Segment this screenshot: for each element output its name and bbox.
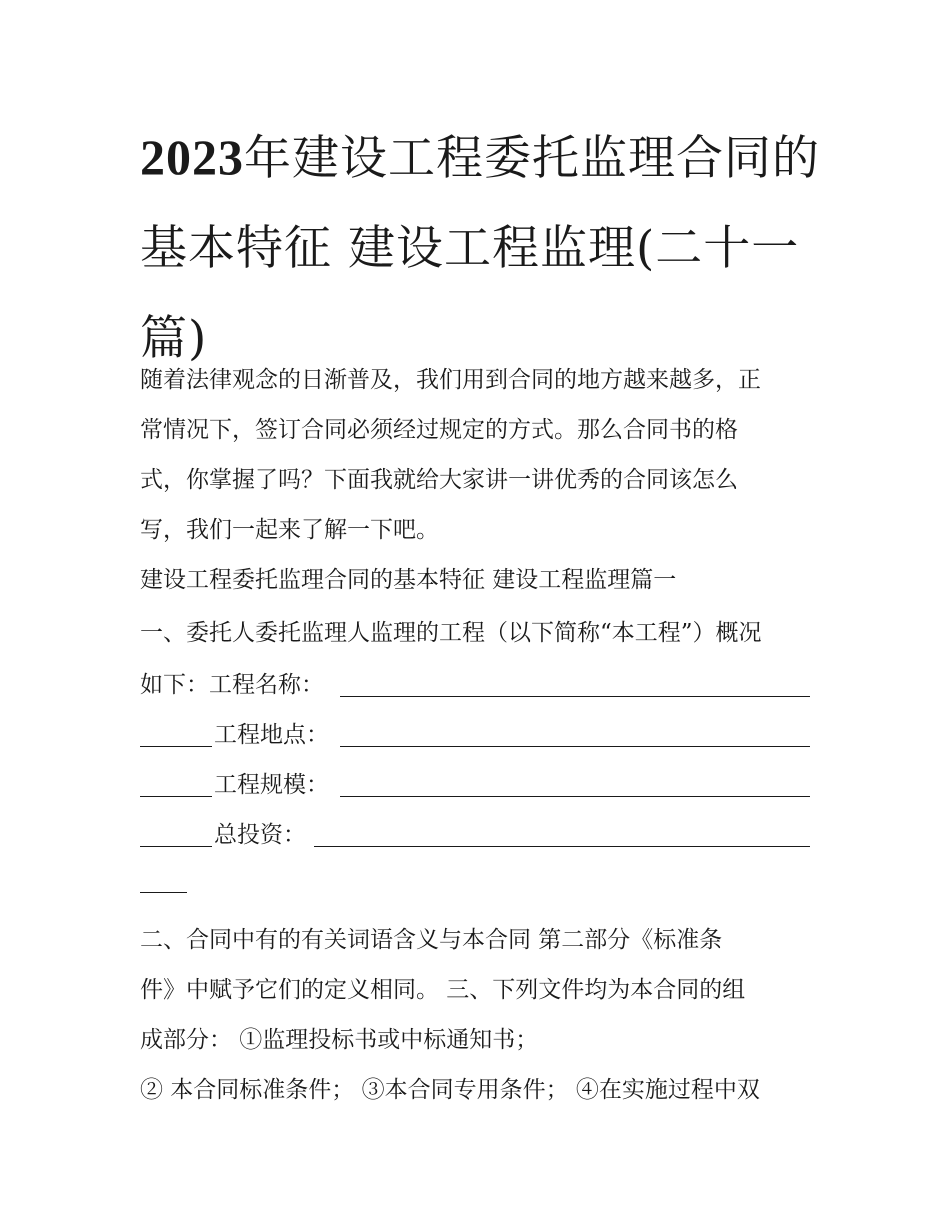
project-name-blank: [340, 696, 810, 697]
project-location-label: 工程地点：: [214, 722, 329, 748]
clause2-line-1: 二、合同中有的有关词语含义与本合同 第二部分《标准条: [140, 927, 723, 953]
investment-lead-blank: [140, 846, 212, 847]
project-location-blank: [340, 746, 810, 747]
project-scale-blank: [340, 796, 810, 797]
intro-line-4: 写，我们一起来了解一下吧。: [140, 517, 439, 543]
clause1-line-1: 一、委托人委托监理人监理的工程（以下简称“本工程”）概况: [140, 620, 762, 646]
title-text: 年建设工程委托监理合同的基本特征 建设工程监理(二十一篇): [140, 131, 820, 366]
investment-tail-blank: [140, 892, 187, 893]
intro-line-3: 式，你掌握了吗？下面我就给大家讲一讲优秀的合同该怎么: [140, 467, 738, 493]
section-heading: 建设工程委托监理合同的基本特征 建设工程监理篇一: [140, 567, 677, 593]
document-title: [140, 112, 820, 384]
clause2-line-4: ② 本合同标准条件； ③本合同专用条件； ④在实施过程中双: [140, 1077, 760, 1103]
investment-blank: [314, 846, 810, 847]
investment-label: 总投资：: [214, 822, 306, 848]
project-name-label: 工程名称：: [209, 672, 324, 698]
scale-lead-blank: [140, 796, 212, 797]
fields-intro: 如下：: [140, 672, 209, 698]
intro-line-1: 随着法律观念的日渐普及，我们用到合同的地方越来越多，正: [140, 367, 761, 393]
intro-line-2: 常情况下，签订合同必须经过规定的方式。那么合同书的格: [140, 417, 738, 443]
title-year: 2023: [140, 129, 244, 185]
clause2-line-2: 件》中赋予它们的定义相同。 三、下列文件均为本合同的组: [140, 977, 746, 1003]
location-lead-blank: [140, 746, 212, 747]
clause2-line-3: 成部分： ①监理投标书或中标通知书；: [140, 1027, 539, 1053]
project-scale-label: 工程规模：: [214, 772, 329, 798]
